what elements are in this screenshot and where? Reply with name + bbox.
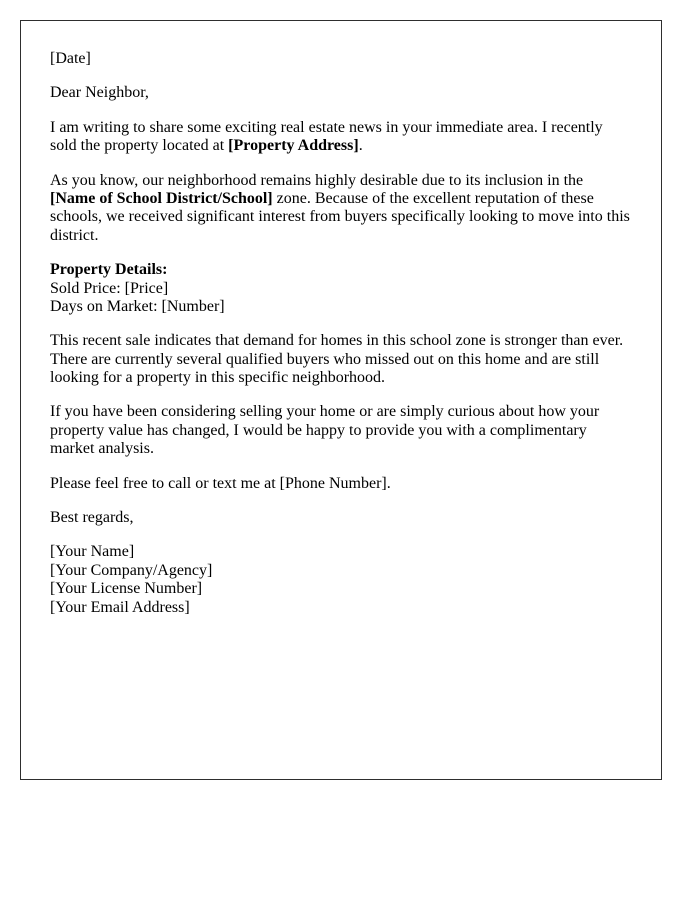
signature-license: [Your License Number]: [50, 580, 203, 598]
school-district-placeholder: [Name of School District/School]: [50, 189, 273, 207]
intro-text-pre: I am writing to share some exciting real estate news in your immediate area. I recently sold the property located at: [50, 118, 603, 155]
school-text-post: zone. Because of the excellent reputation of these schools, we received significant interest from buyers specifically looking to move into this district.: [50, 189, 630, 244]
demand-paragraph: [50, 332, 632, 387]
intro-text-post: .: [358, 137, 363, 155]
date-placeholder: [50, 50, 632, 68]
contact-text: Please feel free to call or text me at [Phone Number].: [50, 474, 391, 492]
letter-page: [20, 20, 662, 780]
salutation: [50, 84, 632, 102]
property-details-block: [50, 261, 632, 316]
salutation-text: Dear Neighbor,: [50, 84, 149, 102]
date-text: [Date]: [50, 50, 91, 67]
demand-text: This recent sale indicates that demand for homes in this school zone is stronger than ever. There are currently several qualified buyers who missed out on this home and are still looking for a property in this specific neighborhood.: [50, 332, 624, 387]
contact-paragraph: [50, 475, 632, 493]
signature-block: [50, 543, 632, 617]
intro-paragraph: [50, 119, 632, 156]
signature-company: [Your Company/Agency]: [50, 561, 213, 579]
sold-price-line: Sold Price: [Price]: [50, 279, 169, 297]
property-address-placeholder: [Property Address]: [228, 137, 359, 155]
closing-text: Best regards,: [50, 509, 134, 527]
school-text-pre: As you know, our neighborhood remains highly desirable due to its inclusion in the: [50, 171, 584, 189]
offer-text: If you have been considering selling your home or are simply curious about how your property value has changed, I would be happy to provide you with a complimentary market analysis.: [50, 403, 600, 458]
school-district-paragraph: [50, 172, 632, 246]
days-on-market-line: Days on Market: [Number]: [50, 297, 225, 315]
offer-paragraph: [50, 403, 632, 458]
property-details-heading: Property Details:: [50, 261, 168, 279]
signature-name: [Your Name]: [50, 543, 135, 561]
closing: [50, 509, 632, 527]
signature-email: [Your Email Address]: [50, 598, 190, 616]
